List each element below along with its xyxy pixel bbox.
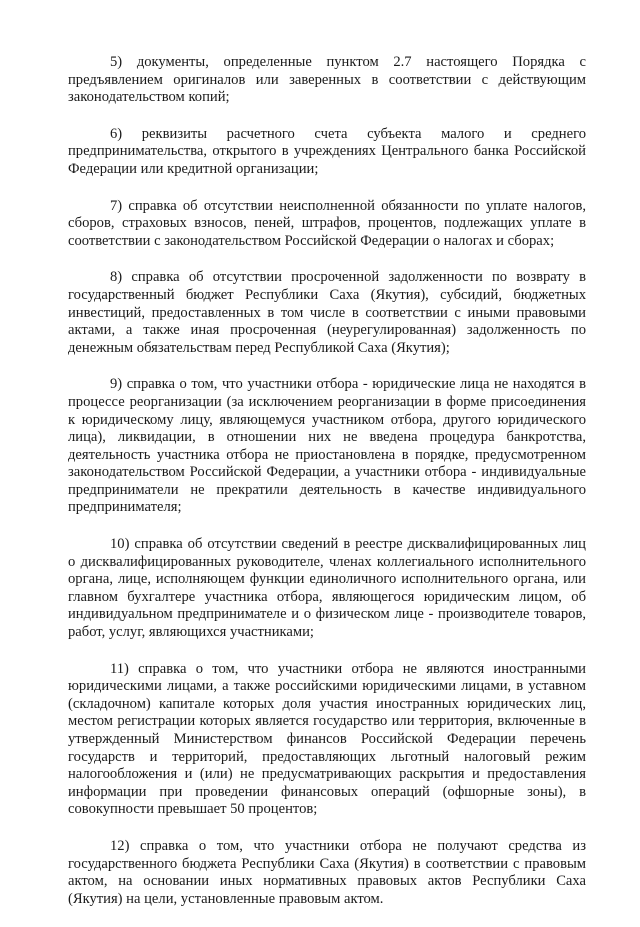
paragraph-item-9: 9) справка о том, что участники отбора - юридические лица не находятся в процессе реорганизации (за исключением реорганизации в форме присоединения к юридическому лицу, являющемуся участником отбора, другого юридического лица), ликвидации, в отношении них не введена процедура банкротства, деятельность участника отбора не приостановлена в порядке, предусмотренном законодательством Российской Федерации, а участники отбора - индивидуальные предприниматели не прекратили деятельность в качестве индивидуального предпринимателя; — [68, 376, 586, 516]
paragraph-item-5: 5) документы, определенные пунктом 2.7 настоящего Порядка с предъявлением оригиналов или заверенных в соответствии с действующим законодательством копий; — [68, 54, 586, 106]
paragraph-item-10: 10) справка об отсутствии сведений в реестре дисквалифицированных лиц о дисквалифицированных руководителе, членах коллегиального исполнительного органа, лице, исполняющем функции единоличного исполнительного органа, или главном бухгалтере участника отбора, являющегося юридическим лицом, об индивидуальном предпринимателе и о физическом лице - производителе товаров, работ, услуг, являющихся участниками; — [68, 536, 586, 641]
paragraph-item-8: 8) справка об отсутствии просроченной задолженности по возврату в государственный бюджет Республики Саха (Якутия), субсидий, бюджетных инвестиций, предоставленных в том числе в соответствии с иными правовыми актами, а также иная просроченная (неурегулированная) задолженность по денежным обязательствам перед Республикой Саха (Якутия); — [68, 269, 586, 356]
paragraph-item-7: 7) справка об отсутствии неисполненной обязанности по уплате налогов, сборов, страховых взносов, пеней, штрафов, процентов, подлежащих уплате в соответствии с законодательством Российской Федерации о налогах и сборах; — [68, 197, 586, 249]
document-page — [68, 54, 586, 927]
paragraph-item-6: 6) реквизиты расчетного счета субъекта малого и среднего предпринимательства, открытого в учреждениях Центрального банка Российской Федерации или кредитной организации; — [68, 125, 586, 177]
paragraph-item-11: 11) справка о том, что участники отбора не являются иностранными юридическими лицами, а также российскими юридическими лицами, в уставном (складочном) капитале которых доля участия иностранных юридических лиц, местом регистрации которых является государство или территория, включенные в утвержденный Министерством финансов Российской Федерации перечень государств и территорий, предоставляющих льготный налоговый режим налогообложения и (или) не предусматривающих раскрытия и предоставления информации при проведении финансовых операций (офшорные зоны), в совокупности превышает 50 процентов; — [68, 660, 586, 818]
paragraph-item-12: 12) справка о том, что участники отбора не получают средства из государственного бюджета Республики Саха (Якутия) в соответствии с правовым актом, на основании иных нормативных правовых актов Республики Саха (Якутия) на цели, установленные правовым актом. — [68, 837, 586, 907]
